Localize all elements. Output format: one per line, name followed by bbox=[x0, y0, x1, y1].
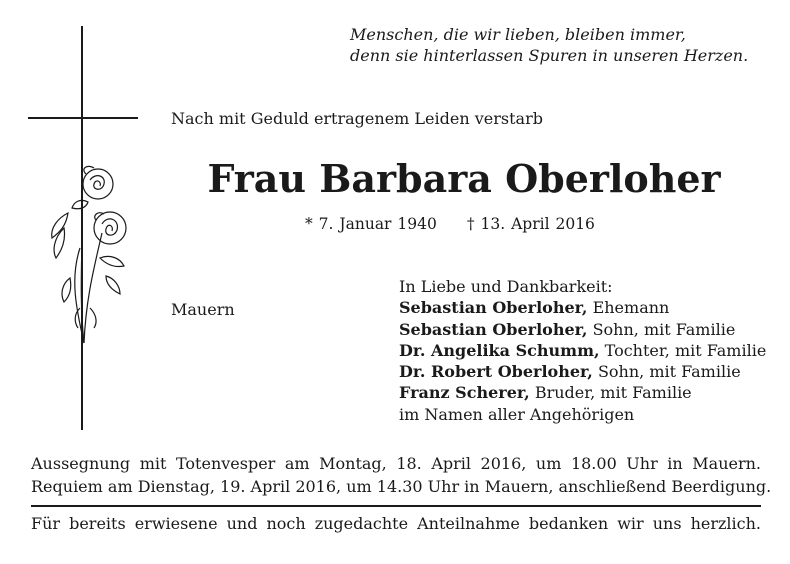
thanks-text: Für bereits erwiesene und noch zugedachte Anteilnahme bedanken wir uns herzlich. bbox=[31, 514, 761, 533]
funeral-line-1: Aussegnung mit Totenvesper am Montag, 18. April 2016, um 18.00 Uhr in Mauern. bbox=[31, 454, 761, 473]
mourner-name: Dr. Angelika Schumm, bbox=[399, 340, 600, 360]
divider bbox=[31, 505, 761, 507]
mourner-entry bbox=[399, 297, 766, 318]
funeral-info bbox=[31, 452, 772, 498]
birth-date: * 7. Januar 1940 bbox=[305, 215, 437, 233]
life-dates bbox=[305, 215, 595, 233]
deceased-name: Frau Barbara Oberloher bbox=[207, 156, 721, 201]
quote-line-2: denn sie hinterlassen Spuren in unseren Herzen. bbox=[350, 46, 749, 65]
mourner-name: Franz Scherer, bbox=[399, 383, 530, 403]
cross-horizontal-bar bbox=[28, 117, 138, 119]
quote-line-1: Menschen, die wir lieben, bleiben immer, bbox=[350, 25, 686, 44]
mourner-relation: Bruder, mit Familie bbox=[534, 383, 692, 403]
mourners-closing: im Namen aller Angehörigen bbox=[399, 404, 635, 424]
death-date: † 13. April 2016 bbox=[466, 215, 595, 233]
mourner-relation: Tochter, mit Familie bbox=[604, 340, 767, 360]
mourners-heading: In Liebe und Dankbarkeit: bbox=[399, 277, 613, 296]
mourner-relation: Sohn, mit Familie bbox=[592, 319, 736, 339]
mourner-name: Sebastian Oberloher, bbox=[399, 298, 588, 318]
mourners-list bbox=[399, 276, 766, 425]
funeral-line-2: Requiem am Dienstag, 19. April 2016, um 14.30 Uhr in Mauern, anschließend Beerdigung. bbox=[31, 477, 772, 496]
mourner-relation: Sohn, mit Familie bbox=[597, 362, 741, 382]
mourner-entry bbox=[399, 340, 766, 361]
mourner-entry bbox=[399, 382, 766, 403]
mourner-entry bbox=[399, 319, 766, 340]
mourner-name: Sebastian Oberloher, bbox=[399, 319, 588, 339]
mourner-entry bbox=[399, 361, 766, 382]
mourner-relation: Ehemann bbox=[592, 298, 670, 318]
intro-text: Nach mit Geduld ertragenem Leiden verstarb bbox=[171, 109, 543, 128]
place-name: Mauern bbox=[171, 300, 235, 319]
quote bbox=[350, 24, 770, 66]
mourner-name: Dr. Robert Oberloher, bbox=[399, 362, 593, 382]
